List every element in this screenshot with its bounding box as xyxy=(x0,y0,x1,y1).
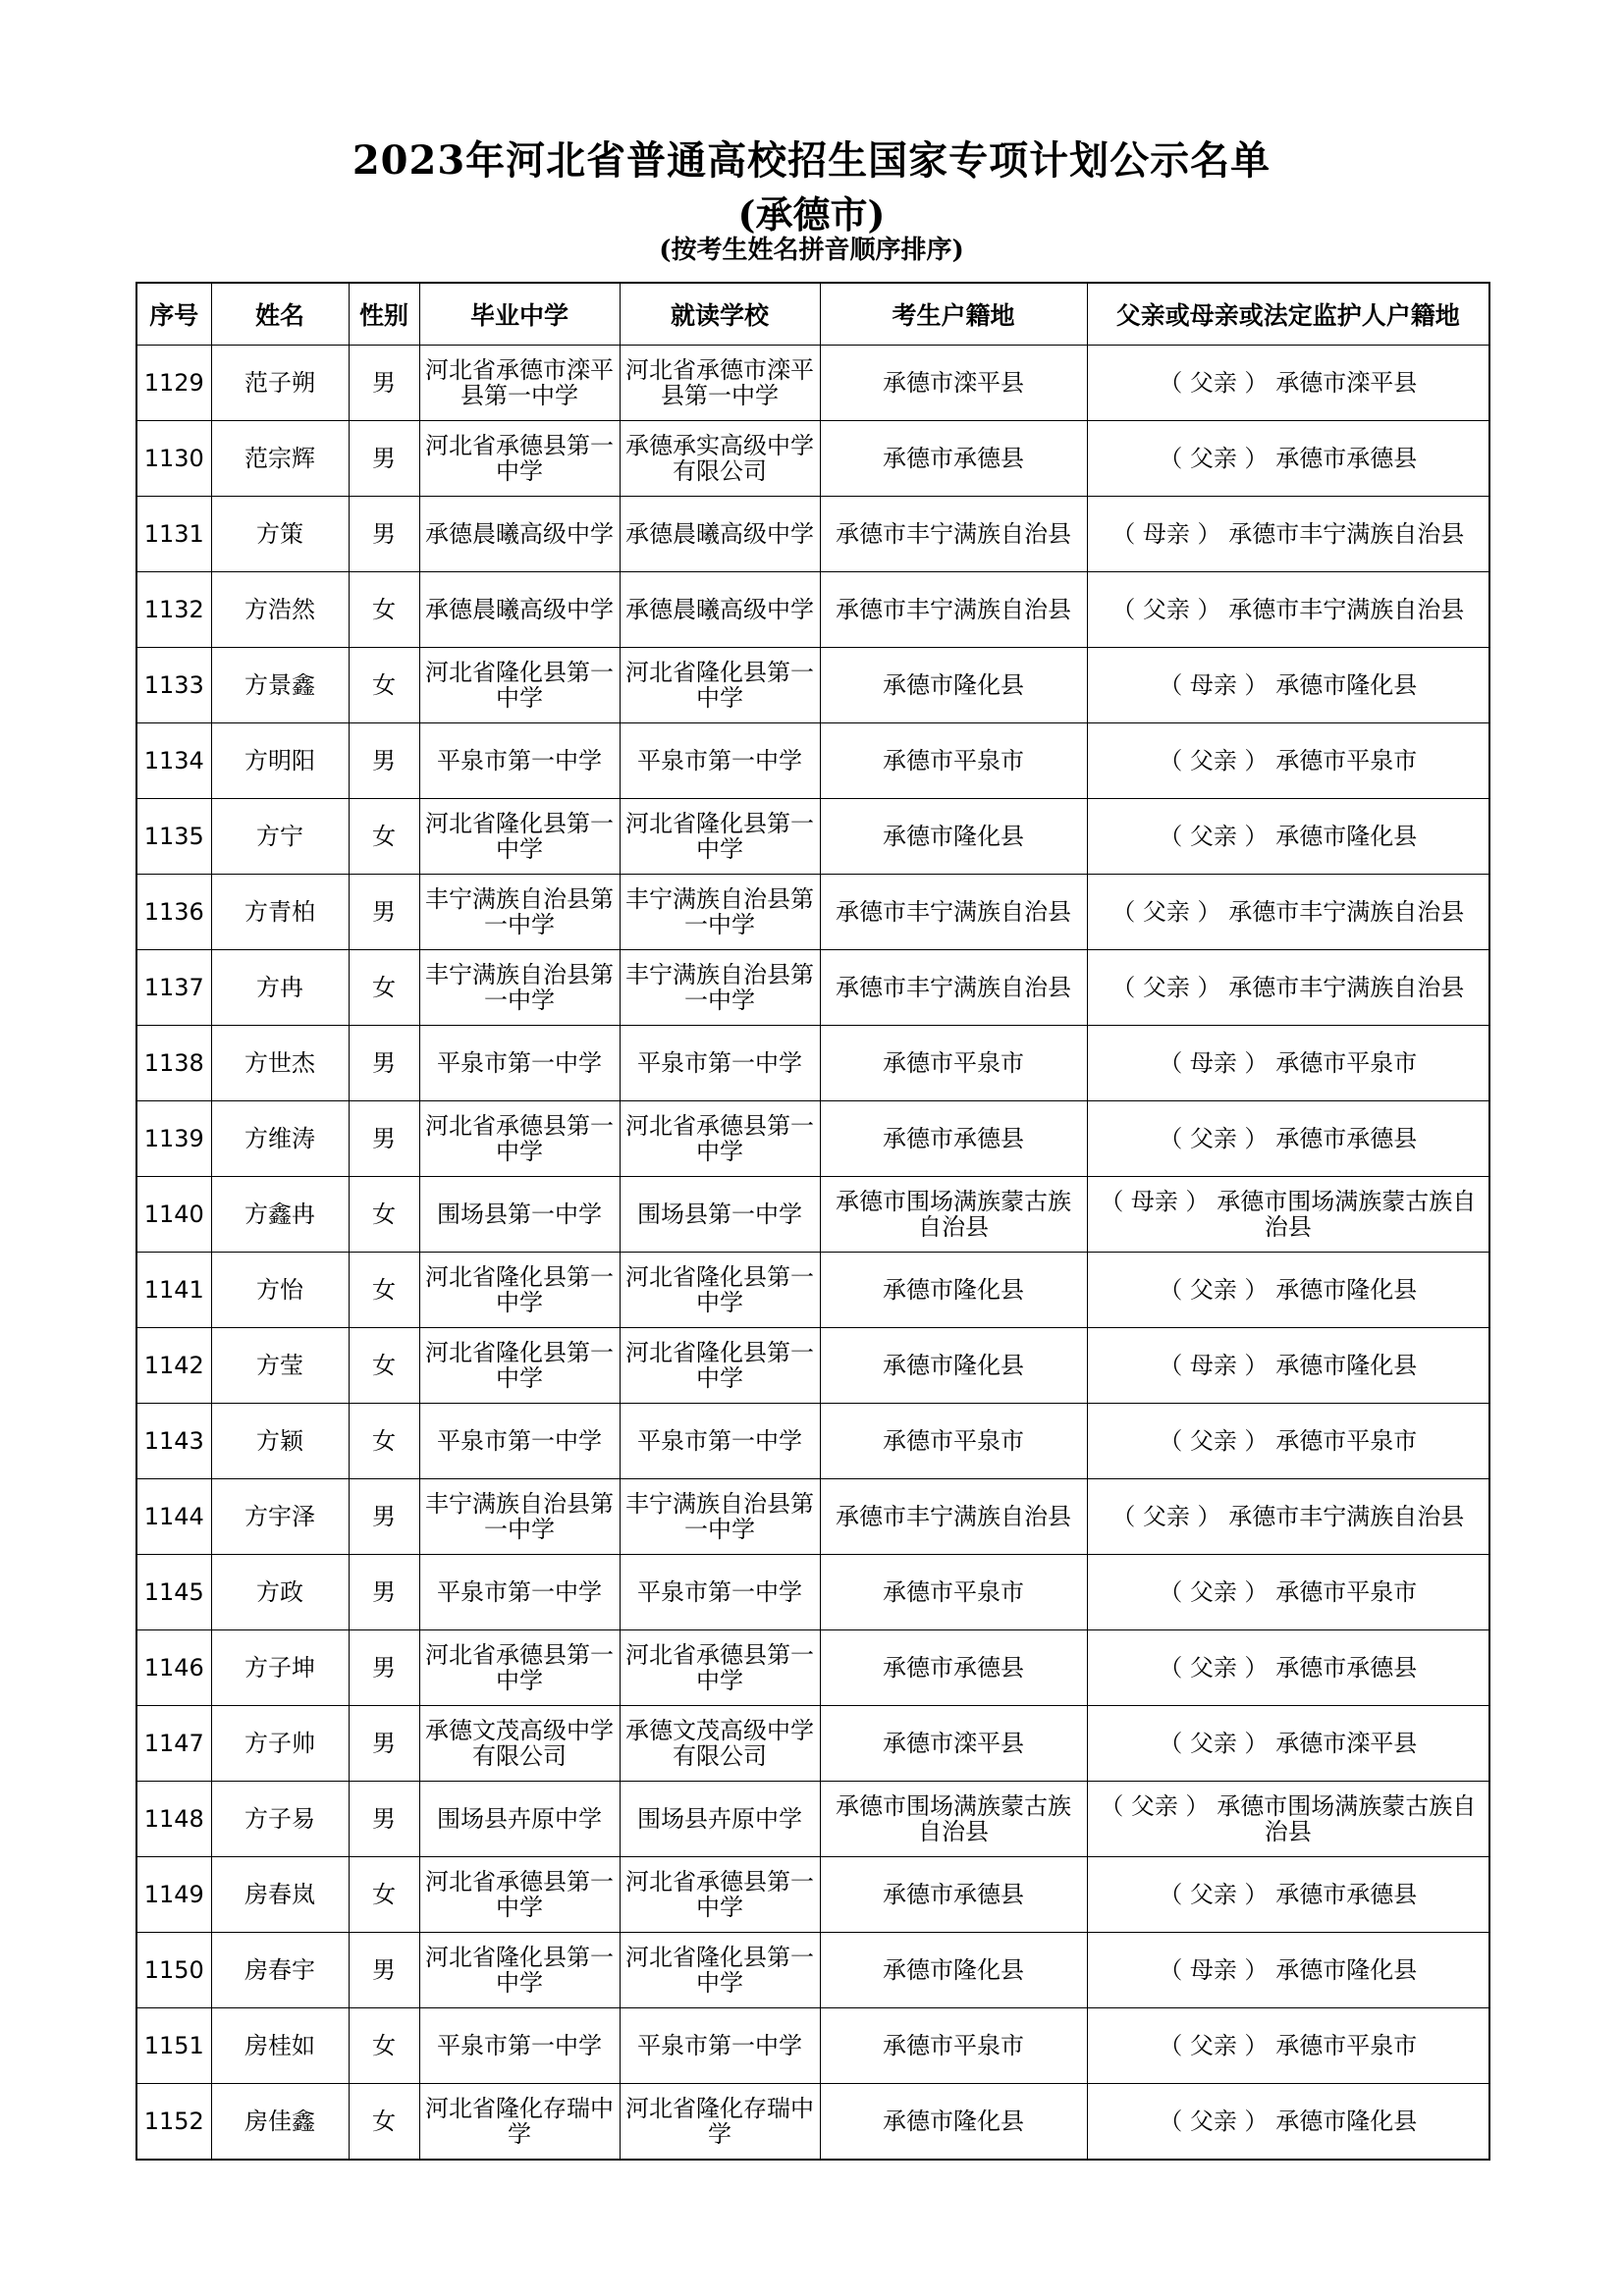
cell-gender: 女 xyxy=(349,1857,419,1933)
guardian-relation: （ 父亲 ） xyxy=(1159,1427,1269,1455)
cell-no: 1135 xyxy=(136,799,211,875)
cell-grad-school: 河北省承德县第一中学 xyxy=(419,1101,620,1177)
guardian-domicile: 承德市滦平县 xyxy=(1275,1730,1418,1757)
cell-guardian xyxy=(1087,497,1489,572)
cell-no: 1141 xyxy=(136,1253,211,1328)
cell-gender: 女 xyxy=(349,648,419,723)
cell-gender: 女 xyxy=(349,1328,419,1404)
cell-grad-school: 河北省承德县第一中学 xyxy=(419,421,620,497)
cell-no: 1148 xyxy=(136,1782,211,1857)
header-cell-grad-school: 毕业中学 xyxy=(419,283,620,346)
cell-no: 1130 xyxy=(136,421,211,497)
cell-grad-school: 河北省隆化县第一中学 xyxy=(419,1328,620,1404)
cell-current-school: 河北省隆化县第一中学 xyxy=(620,1253,820,1328)
guardian-relation: （ 父亲 ） xyxy=(1159,1654,1269,1682)
cell-no: 1143 xyxy=(136,1404,211,1479)
table-body xyxy=(136,346,1489,2161)
cell-domicile: 承德市承德县 xyxy=(820,1101,1087,1177)
cell-domicile: 承德市隆化县 xyxy=(820,2084,1087,2161)
cell-guardian xyxy=(1087,2084,1489,2161)
cell-gender: 男 xyxy=(349,875,419,950)
cell-no: 1149 xyxy=(136,1857,211,1933)
header-cell-guardian-domicile: 父亲或母亲或法定监护人户籍地 xyxy=(1087,283,1489,346)
table-row xyxy=(136,1253,1489,1328)
cell-domicile: 承德市隆化县 xyxy=(820,1933,1087,2008)
guardian-relation: （ 父亲 ） xyxy=(1159,445,1269,472)
guardian-domicile: 承德市丰宁满族自治县 xyxy=(1228,898,1465,926)
cell-no: 1146 xyxy=(136,1630,211,1706)
header-cell-name: 姓名 xyxy=(211,283,349,346)
cell-gender: 女 xyxy=(349,1177,419,1253)
table-row xyxy=(136,1857,1489,1933)
cell-grad-school: 河北省隆化县第一中学 xyxy=(419,1933,620,2008)
table-row xyxy=(136,2008,1489,2084)
guardian-domicile: 承德市承德县 xyxy=(1275,1881,1418,1908)
cell-no: 1147 xyxy=(136,1706,211,1782)
guardian-domicile: 承德市滦平县 xyxy=(1275,369,1418,397)
cell-grad-school: 平泉市第一中学 xyxy=(419,723,620,799)
cell-domicile: 承德市隆化县 xyxy=(820,799,1087,875)
cell-name: 方宁 xyxy=(211,799,349,875)
cell-gender: 男 xyxy=(349,1706,419,1782)
cell-domicile: 承德市承德县 xyxy=(820,421,1087,497)
cell-current-school: 承德文茂高级中学有限公司 xyxy=(620,1706,820,1782)
table-row xyxy=(136,497,1489,572)
cell-guardian xyxy=(1087,799,1489,875)
cell-gender: 女 xyxy=(349,572,419,648)
table-row xyxy=(136,723,1489,799)
cell-gender: 女 xyxy=(349,950,419,1026)
guardian-domicile: 承德市丰宁满族自治县 xyxy=(1228,974,1465,1001)
cell-guardian xyxy=(1087,1328,1489,1404)
guardian-relation: （ 父亲 ） xyxy=(1100,1792,1210,1820)
cell-current-school: 平泉市第一中学 xyxy=(620,1555,820,1630)
table-row xyxy=(136,346,1489,421)
cell-name: 方鑫冉 xyxy=(211,1177,349,1253)
cell-no: 1144 xyxy=(136,1479,211,1555)
guardian-domicile: 承德市隆化县 xyxy=(1275,1352,1418,1379)
table-row xyxy=(136,799,1489,875)
guardian-domicile: 承德市隆化县 xyxy=(1275,1276,1418,1304)
guardian-relation: （ 母亲 ） xyxy=(1111,520,1221,548)
cell-domicile: 承德市丰宁满族自治县 xyxy=(820,1479,1087,1555)
guardian-domicile: 承德市平泉市 xyxy=(1275,2032,1418,2059)
guardian-relation: （ 父亲 ） xyxy=(1159,2108,1269,2135)
table-row xyxy=(136,1555,1489,1630)
cell-name: 范子朔 xyxy=(211,346,349,421)
cell-gender: 女 xyxy=(349,1404,419,1479)
guardian-relation: （ 父亲 ） xyxy=(1159,1730,1269,1757)
guardian-relation: （ 母亲 ） xyxy=(1159,1352,1269,1379)
cell-domicile: 承德市滦平县 xyxy=(820,1706,1087,1782)
cell-current-school: 承德晨曦高级中学 xyxy=(620,572,820,648)
header-cell-current-school: 就读学校 xyxy=(620,283,820,346)
cell-name: 方浩然 xyxy=(211,572,349,648)
guardian-relation: （ 母亲 ） xyxy=(1100,1188,1210,1215)
cell-current-school: 承德晨曦高级中学 xyxy=(620,497,820,572)
cell-grad-school: 围场县卉原中学 xyxy=(419,1782,620,1857)
guardian-domicile: 承德市隆化县 xyxy=(1275,671,1418,699)
cell-no: 1138 xyxy=(136,1026,211,1101)
cell-no: 1131 xyxy=(136,497,211,572)
cell-current-school: 河北省承德市滦平县第一中学 xyxy=(620,346,820,421)
cell-name: 方子坤 xyxy=(211,1630,349,1706)
cell-name: 方莹 xyxy=(211,1328,349,1404)
cell-name: 方维涛 xyxy=(211,1101,349,1177)
cell-gender: 男 xyxy=(349,1479,419,1555)
cell-domicile: 承德市滦平县 xyxy=(820,346,1087,421)
guardian-relation: （ 母亲 ） xyxy=(1159,1956,1269,1984)
cell-current-school: 河北省隆化存瑞中学 xyxy=(620,2084,820,2161)
cell-guardian xyxy=(1087,1857,1489,1933)
guardian-relation: （ 父亲 ） xyxy=(1159,1276,1269,1304)
cell-current-school: 河北省隆化县第一中学 xyxy=(620,1328,820,1404)
cell-name: 方世杰 xyxy=(211,1026,349,1101)
cell-grad-school: 河北省承德县第一中学 xyxy=(419,1630,620,1706)
cell-current-school: 河北省隆化县第一中学 xyxy=(620,1933,820,2008)
cell-grad-school: 平泉市第一中学 xyxy=(419,1026,620,1101)
cell-guardian xyxy=(1087,1026,1489,1101)
cell-current-school: 河北省隆化县第一中学 xyxy=(620,648,820,723)
cell-current-school: 河北省承德县第一中学 xyxy=(620,1630,820,1706)
header-cell-no: 序号 xyxy=(136,283,211,346)
table-row xyxy=(136,1328,1489,1404)
cell-current-school: 河北省承德县第一中学 xyxy=(620,1101,820,1177)
cell-guardian xyxy=(1087,1177,1489,1253)
cell-grad-school: 丰宁满族自治县第一中学 xyxy=(419,950,620,1026)
cell-guardian xyxy=(1087,1479,1489,1555)
cell-gender: 女 xyxy=(349,799,419,875)
cell-gender: 男 xyxy=(349,1101,419,1177)
cell-name: 房佳鑫 xyxy=(211,2084,349,2161)
cell-current-school: 平泉市第一中学 xyxy=(620,1026,820,1101)
guardian-domicile: 承德市平泉市 xyxy=(1275,1049,1418,1077)
guardian-relation: （ 父亲 ） xyxy=(1159,2032,1269,2059)
guardian-domicile: 承德市平泉市 xyxy=(1275,1427,1418,1455)
table-row xyxy=(136,1101,1489,1177)
cell-no: 1140 xyxy=(136,1177,211,1253)
cell-domicile: 承德市平泉市 xyxy=(820,1404,1087,1479)
cell-name: 范宗辉 xyxy=(211,421,349,497)
sort-note: (按考生姓名拼音顺序排序) xyxy=(659,236,964,265)
cell-gender: 女 xyxy=(349,1253,419,1328)
guardian-relation: （ 父亲 ） xyxy=(1159,823,1269,850)
guardian-domicile: 承德市隆化县 xyxy=(1275,823,1418,850)
guardian-relation: （ 父亲 ） xyxy=(1159,1578,1269,1606)
cell-gender: 男 xyxy=(349,497,419,572)
cell-name: 房春宇 xyxy=(211,1933,349,2008)
cell-current-school: 丰宁满族自治县第一中学 xyxy=(620,950,820,1026)
cell-gender: 男 xyxy=(349,421,419,497)
table-row xyxy=(136,1404,1489,1479)
cell-grad-school: 平泉市第一中学 xyxy=(419,1555,620,1630)
table-row xyxy=(136,2084,1489,2161)
guardian-domicile: 承德市丰宁满族自治县 xyxy=(1228,596,1465,623)
cell-grad-school: 河北省隆化存瑞中学 xyxy=(419,2084,620,2161)
cell-name: 方颖 xyxy=(211,1404,349,1479)
cell-grad-school: 平泉市第一中学 xyxy=(419,1404,620,1479)
cell-current-school: 平泉市第一中学 xyxy=(620,723,820,799)
cell-no: 1136 xyxy=(136,875,211,950)
table-row xyxy=(136,1479,1489,1555)
cell-no: 1133 xyxy=(136,648,211,723)
table-row xyxy=(136,1933,1489,2008)
document-title: 2023年河北省普通高校招生国家专项计划公示名单 xyxy=(352,137,1271,184)
cell-gender: 男 xyxy=(349,1782,419,1857)
cell-no: 1134 xyxy=(136,723,211,799)
table-header-row xyxy=(136,283,1489,346)
cell-no: 1129 xyxy=(136,346,211,421)
cell-gender: 男 xyxy=(349,1933,419,2008)
cell-name: 方政 xyxy=(211,1555,349,1630)
cell-guardian xyxy=(1087,1933,1489,2008)
guardian-relation: （ 父亲 ） xyxy=(1159,1125,1269,1152)
cell-name: 方子帅 xyxy=(211,1706,349,1782)
cell-grad-school: 承德晨曦高级中学 xyxy=(419,572,620,648)
cell-current-school: 承德承实高级中学有限公司 xyxy=(620,421,820,497)
cell-grad-school: 河北省隆化县第一中学 xyxy=(419,648,620,723)
cell-domicile: 承德市平泉市 xyxy=(820,2008,1087,2084)
guardian-domicile: 承德市围场满族蒙古族自治县 xyxy=(1217,1792,1477,1845)
cell-name: 方冉 xyxy=(211,950,349,1026)
table-row xyxy=(136,1782,1489,1857)
cell-name: 方子易 xyxy=(211,1782,349,1857)
cell-name: 方怡 xyxy=(211,1253,349,1328)
cell-gender: 男 xyxy=(349,1026,419,1101)
cell-guardian xyxy=(1087,1101,1489,1177)
guardian-relation: （ 父亲 ） xyxy=(1111,898,1221,926)
cell-no: 1137 xyxy=(136,950,211,1026)
guardian-relation: （ 母亲 ） xyxy=(1159,671,1269,699)
cell-grad-school: 河北省隆化县第一中学 xyxy=(419,1253,620,1328)
guardian-relation: （ 父亲 ） xyxy=(1159,1881,1269,1908)
guardian-relation: （ 父亲 ） xyxy=(1111,596,1221,623)
cell-domicile: 承德市围场满族蒙古族自治县 xyxy=(820,1177,1087,1253)
guardian-relation: （ 母亲 ） xyxy=(1159,1049,1269,1077)
guardian-domicile: 承德市承德县 xyxy=(1275,1654,1418,1682)
cell-current-school: 围场县第一中学 xyxy=(620,1177,820,1253)
cell-gender: 男 xyxy=(349,723,419,799)
cell-domicile: 承德市隆化县 xyxy=(820,648,1087,723)
cell-gender: 女 xyxy=(349,2084,419,2161)
header-cell-domicile: 考生户籍地 xyxy=(820,283,1087,346)
document-subtitle: (承德市) xyxy=(737,192,886,237)
guardian-domicile: 承德市平泉市 xyxy=(1275,747,1418,774)
guardian-domicile: 承德市承德县 xyxy=(1275,1125,1418,1152)
cell-guardian xyxy=(1087,346,1489,421)
cell-guardian xyxy=(1087,421,1489,497)
cell-gender: 男 xyxy=(349,1555,419,1630)
cell-no: 1152 xyxy=(136,2084,211,2161)
student-list-table xyxy=(135,282,1490,2161)
table-row xyxy=(136,1706,1489,1782)
cell-domicile: 承德市围场满族蒙古族自治县 xyxy=(820,1782,1087,1857)
cell-grad-school: 平泉市第一中学 xyxy=(419,2008,620,2084)
guardian-relation: （ 父亲 ） xyxy=(1159,369,1269,397)
cell-grad-school: 承德文茂高级中学有限公司 xyxy=(419,1706,620,1782)
cell-gender: 男 xyxy=(349,1630,419,1706)
cell-gender: 男 xyxy=(349,346,419,421)
cell-name: 方景鑫 xyxy=(211,648,349,723)
guardian-domicile: 承德市承德县 xyxy=(1275,445,1418,472)
cell-current-school: 河北省隆化县第一中学 xyxy=(620,799,820,875)
cell-domicile: 承德市承德县 xyxy=(820,1630,1087,1706)
guardian-domicile: 承德市隆化县 xyxy=(1275,1956,1418,1984)
cell-guardian xyxy=(1087,648,1489,723)
table-row xyxy=(136,1177,1489,1253)
cell-guardian xyxy=(1087,572,1489,648)
cell-guardian xyxy=(1087,1782,1489,1857)
cell-name: 方青柏 xyxy=(211,875,349,950)
cell-no: 1145 xyxy=(136,1555,211,1630)
cell-no: 1150 xyxy=(136,1933,211,2008)
cell-no: 1151 xyxy=(136,2008,211,2084)
cell-domicile: 承德市承德县 xyxy=(820,1857,1087,1933)
cell-name: 房春岚 xyxy=(211,1857,349,1933)
cell-no: 1142 xyxy=(136,1328,211,1404)
cell-no: 1132 xyxy=(136,572,211,648)
cell-guardian xyxy=(1087,723,1489,799)
cell-no: 1139 xyxy=(136,1101,211,1177)
table-row xyxy=(136,1630,1489,1706)
cell-guardian xyxy=(1087,875,1489,950)
cell-name: 房桂如 xyxy=(211,2008,349,2084)
cell-guardian xyxy=(1087,1630,1489,1706)
table-row xyxy=(136,648,1489,723)
cell-grad-school: 河北省承德县第一中学 xyxy=(419,1857,620,1933)
cell-domicile: 承德市平泉市 xyxy=(820,723,1087,799)
table-row xyxy=(136,421,1489,497)
cell-guardian xyxy=(1087,1404,1489,1479)
cell-current-school: 河北省承德县第一中学 xyxy=(620,1857,820,1933)
cell-guardian xyxy=(1087,950,1489,1026)
cell-guardian xyxy=(1087,2008,1489,2084)
cell-grad-school: 河北省隆化县第一中学 xyxy=(419,799,620,875)
cell-grad-school: 丰宁满族自治县第一中学 xyxy=(419,875,620,950)
guardian-domicile: 承德市丰宁满族自治县 xyxy=(1228,1503,1465,1530)
guardian-relation: （ 父亲 ） xyxy=(1111,1503,1221,1530)
cell-current-school: 围场县卉原中学 xyxy=(620,1782,820,1857)
cell-domicile: 承德市平泉市 xyxy=(820,1555,1087,1630)
cell-current-school: 平泉市第一中学 xyxy=(620,1404,820,1479)
cell-domicile: 承德市丰宁满族自治县 xyxy=(820,875,1087,950)
cell-guardian xyxy=(1087,1253,1489,1328)
cell-gender: 女 xyxy=(349,2008,419,2084)
cell-guardian xyxy=(1087,1555,1489,1630)
table-row xyxy=(136,875,1489,950)
cell-current-school: 丰宁满族自治县第一中学 xyxy=(620,875,820,950)
guardian-domicile: 承德市平泉市 xyxy=(1275,1578,1418,1606)
table-row xyxy=(136,950,1489,1026)
guardian-domicile: 承德市丰宁满族自治县 xyxy=(1228,520,1465,548)
cell-current-school: 丰宁满族自治县第一中学 xyxy=(620,1479,820,1555)
cell-current-school: 平泉市第一中学 xyxy=(620,2008,820,2084)
table-row xyxy=(136,572,1489,648)
header-cell-gender: 性别 xyxy=(349,283,419,346)
cell-grad-school: 河北省承德市滦平县第一中学 xyxy=(419,346,620,421)
cell-domicile: 承德市丰宁满族自治县 xyxy=(820,497,1087,572)
cell-domicile: 承德市平泉市 xyxy=(820,1026,1087,1101)
cell-domicile: 承德市隆化县 xyxy=(820,1253,1087,1328)
guardian-domicile: 承德市隆化县 xyxy=(1275,2108,1418,2135)
cell-guardian xyxy=(1087,1706,1489,1782)
cell-domicile: 承德市隆化县 xyxy=(820,1328,1087,1404)
cell-grad-school: 围场县第一中学 xyxy=(419,1177,620,1253)
cell-name: 方明阳 xyxy=(211,723,349,799)
cell-domicile: 承德市丰宁满族自治县 xyxy=(820,950,1087,1026)
cell-grad-school: 承德晨曦高级中学 xyxy=(419,497,620,572)
table-row xyxy=(136,1026,1489,1101)
guardian-relation: （ 父亲 ） xyxy=(1111,974,1221,1001)
guardian-relation: （ 父亲 ） xyxy=(1159,747,1269,774)
cell-grad-school: 丰宁满族自治县第一中学 xyxy=(419,1479,620,1555)
cell-name: 方宇泽 xyxy=(211,1479,349,1555)
guardian-domicile: 承德市围场满族蒙古族自治县 xyxy=(1217,1188,1477,1241)
cell-name: 方策 xyxy=(211,497,349,572)
cell-domicile: 承德市丰宁满族自治县 xyxy=(820,572,1087,648)
